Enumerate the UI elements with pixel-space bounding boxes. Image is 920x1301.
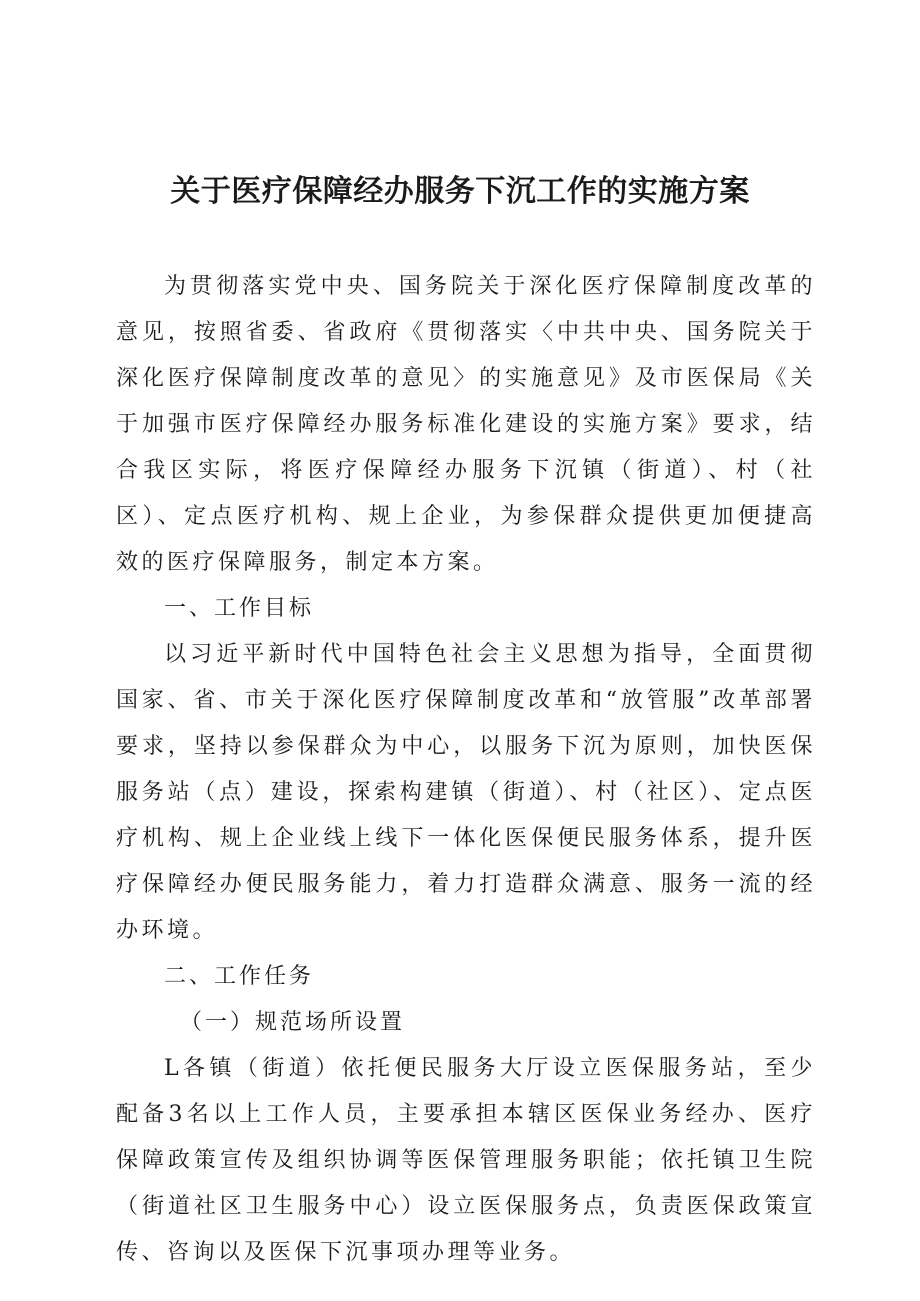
section-2-subheading: （一）规范场所设置 (180, 1010, 406, 1035)
section-2-item-1: L各镇（街道）依托便民服务大厅设立医保服务站，至少配备3名以上工作人员，主要承担本辖区医保业务经办、医疗保障政策宣传及组织协调等医保管理服务职能；依托镇卫生院（街道社区卫生服务中心）设立医保服务点，负责医保政策宣传、咨询以及医保下沉事项办理等业务。 (116, 1056, 816, 1265)
document-title: 关于医疗保障经办服务下沉工作的实施方案 (170, 174, 750, 209)
intro-paragraph: 为贯彻落实党中央、国务院关于深化医疗保障制度改革的意见，按照省委、省政府《贯彻落实〈中共中央、国务院关于深化医疗保障制度改革的意见〉的实施意见》及市医保局《关于加强市医疗保障经办服务标准化建设的实施方案》要求，结合我区实际，将医疗保障经办服务下沉镇（街道）、村（社区）、定点医疗机构、规上企业，为参保群众提供更加便捷高效的医疗保障服务，制定本方案。 (116, 274, 816, 575)
section-1-heading: 一、工作目标 (164, 596, 315, 621)
section-1-paragraph: 以习近平新时代中国特色社会主义思想为指导，全面贯彻国家、省、市关于深化医疗保障制度改革和“放管服”改革部署要求，坚持以参保群众为中心，以服务下沉为原则，加快医保服务站（点）建设，探索构建镇（街道）、村（社区）、定点医疗机构、规上企业线上线下一体化医保便民服务体系，提升医疗保障经办便民服务能力，着力打造群众满意、服务一流的经办环境。 (116, 642, 816, 943)
section-2-heading: 二、工作任务 (164, 964, 315, 989)
document-body (116, 264, 816, 1276)
